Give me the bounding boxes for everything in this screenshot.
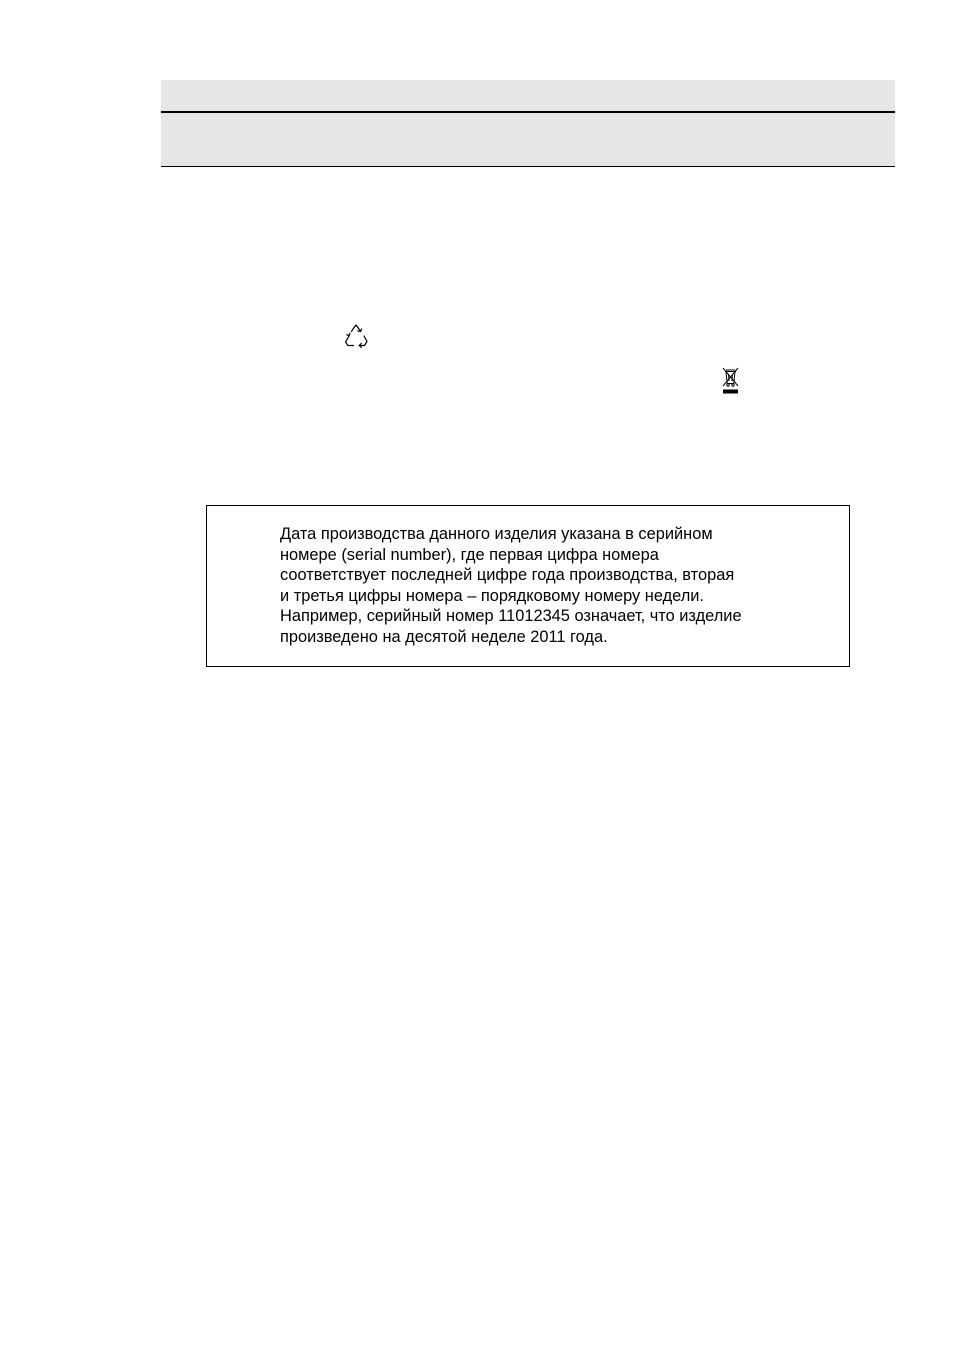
notice-text	[280, 524, 840, 648]
notice-line: соответствует последней цифре года производства, вторая	[280, 566, 735, 585]
notice-line: и третья цифры номера – порядковому номеру недели.	[280, 586, 704, 605]
header-band	[161, 80, 895, 167]
crossed-out-wheelie-bin-icon	[720, 366, 741, 395]
notice-line: Например, серийный номер 11012345 означает, что изделие	[280, 607, 742, 626]
notice-line: номере (serial number), где первая цифра номера	[280, 545, 659, 564]
header-top-rule	[161, 111, 895, 113]
notice-line: Дата производства данного изделия указана в серийном	[280, 525, 713, 543]
header-bottom-rule	[161, 166, 895, 167]
notice-line: произведено на десятой неделе 2011 года.	[280, 627, 608, 646]
recycle-icon	[342, 323, 371, 351]
manufacture-date-notice	[206, 505, 850, 667]
